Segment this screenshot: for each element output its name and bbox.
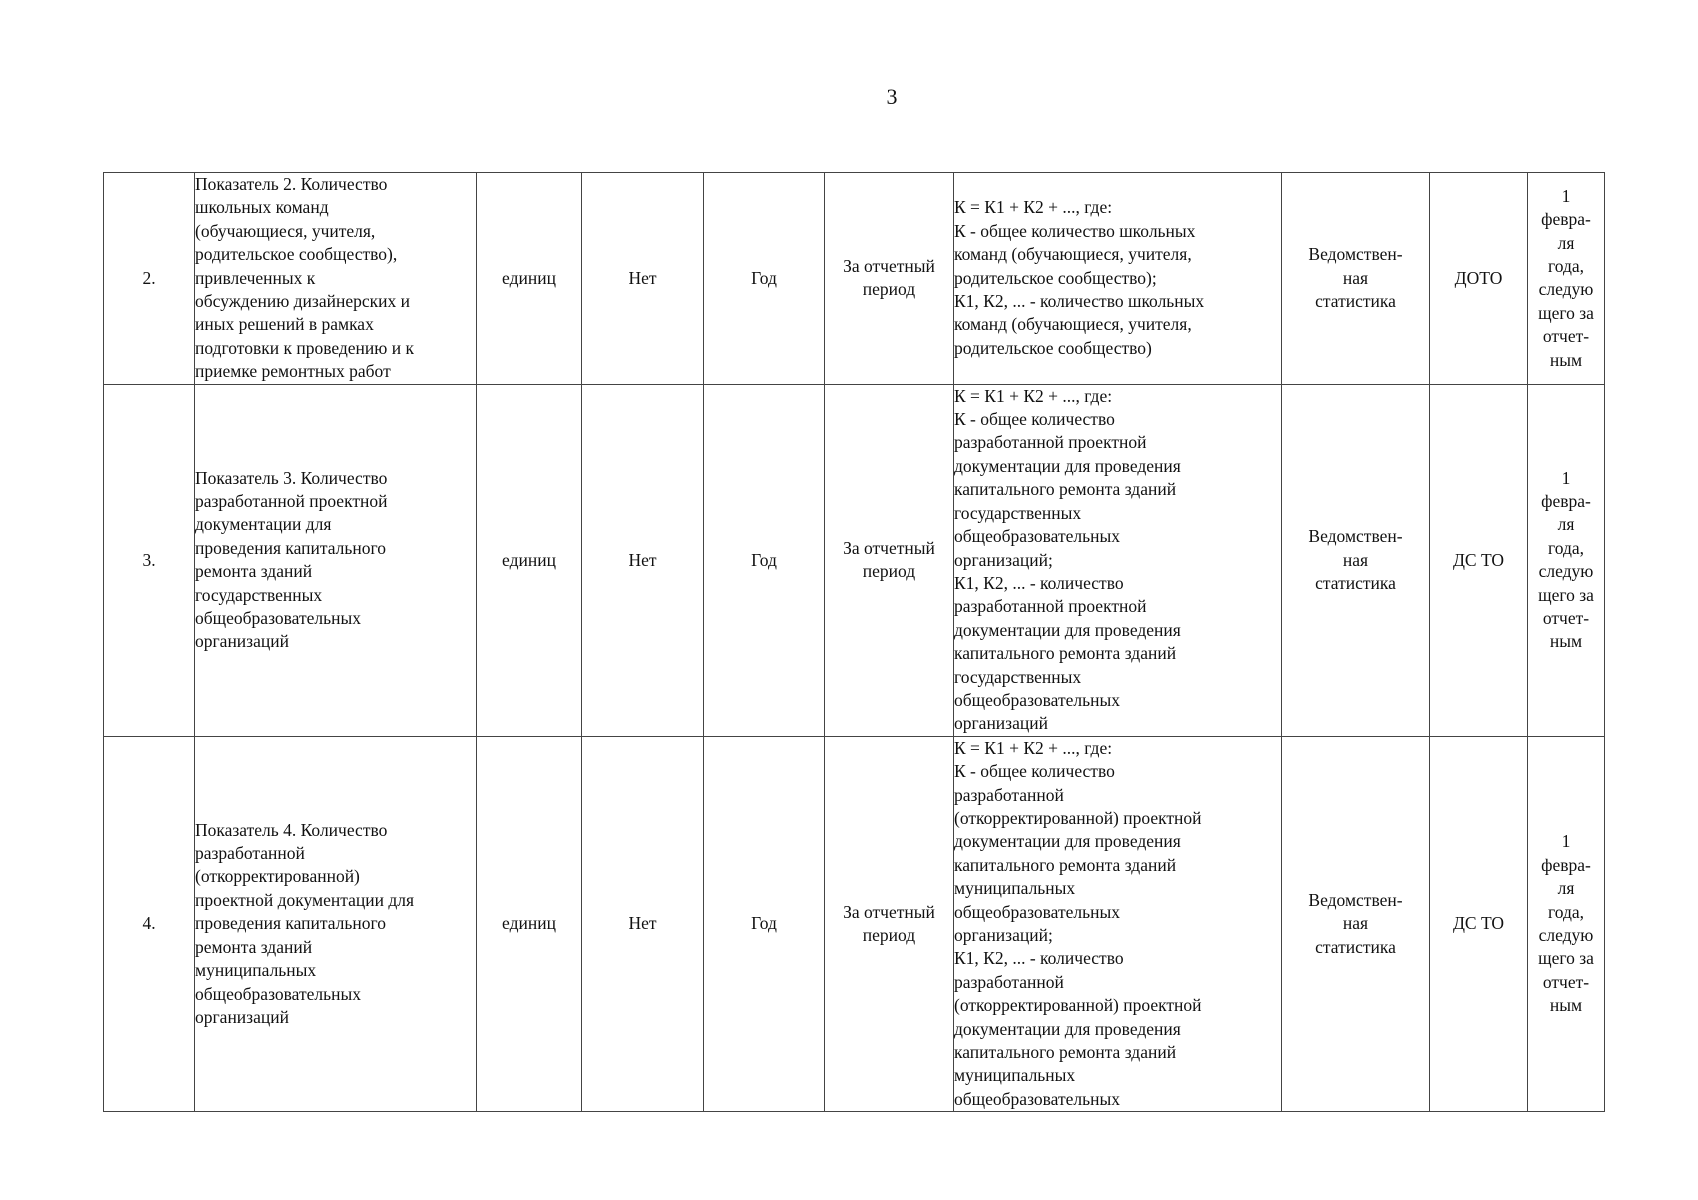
deadline-cell: 1 февра- ля года, следую щего за отчет- ным xyxy=(1528,736,1605,1112)
frequency-cell: Год xyxy=(704,736,825,1112)
row-number: 2. xyxy=(104,173,195,385)
unit-cell: единиц xyxy=(477,384,582,736)
indicator-name: Показатель 2. Количество школьных команд (обучающиеся, учителя, родительское сообщество), привлеченных к обсуждению дизайнерских и иных решений в рамках подготовки к проведению и к приемке ремонтных работ xyxy=(195,173,477,385)
source-cell: Ведомствен- ная статистика xyxy=(1282,384,1430,736)
page-number: 3 xyxy=(886,84,898,109)
source-cell: Ведомствен- ная статистика xyxy=(1282,736,1430,1112)
formula-cell: К = К1 + К2 + ..., где: К - общее количество разработанной проектной документации для проведения капитального ремонта зданий государственных общеобразовательных организаций; К1, К2, ... - количество разработанной проектной документации для проведения капитального ремонта зданий государственных общеобразовательных организаций xyxy=(954,384,1282,736)
frequency-cell: Год xyxy=(704,384,825,736)
unit-cell: единиц xyxy=(477,736,582,1112)
formula-cell: К = К1 + К2 + ..., где: К - общее количество школьных команд (обучающиеся, учителя, родительское сообщество); К1, К2, ... - количество школьных команд (обучающиеся, учителя, родительское сообщество) xyxy=(954,173,1282,385)
source-cell: Ведомствен- ная статистика xyxy=(1282,173,1430,385)
deadline-cell: 1 февра- ля года, следую щего за отчет- ным xyxy=(1528,384,1605,736)
table-row xyxy=(104,736,1605,1112)
responsible-cell: ДС ТО xyxy=(1430,736,1528,1112)
frequency-cell: Год xyxy=(704,173,825,385)
indicators-table xyxy=(103,172,1605,1112)
deadline-cell: 1 февра- ля года, следую щего за отчет- ным xyxy=(1528,173,1605,385)
flag-cell: Нет xyxy=(582,384,704,736)
table-row xyxy=(104,173,1605,385)
responsible-cell: ДОТО xyxy=(1430,173,1528,385)
formula-cell: К = К1 + К2 + ..., где: К - общее количество разработанной (откорректированной) проектной документации для проведения капитального ремонта зданий муниципальных общеобразовательных организаций; К1, К2, ... - количество разработанной (откорректированной) проектной документации для проведения капитального ремонта зданий муниципальных общеобразовательных xyxy=(954,736,1282,1112)
period-cell: За отчетный период xyxy=(825,173,954,385)
flag-cell: Нет xyxy=(582,173,704,385)
flag-cell: Нет xyxy=(582,736,704,1112)
period-cell: За отчетный период xyxy=(825,384,954,736)
row-number: 3. xyxy=(104,384,195,736)
indicator-name: Показатель 4. Количество разработанной (откорректированной) проектной документации для проведения капитального ремонта зданий муниципальных общеобразовательных организаций xyxy=(195,736,477,1112)
indicator-name: Показатель 3. Количество разработанной проектной документации для проведения капитального ремонта зданий государственных общеобразовательных организаций xyxy=(195,384,477,736)
responsible-cell: ДС ТО xyxy=(1430,384,1528,736)
row-number: 4. xyxy=(104,736,195,1112)
period-cell: За отчетный период xyxy=(825,736,954,1112)
unit-cell: единиц xyxy=(477,173,582,385)
table-row xyxy=(104,384,1605,736)
